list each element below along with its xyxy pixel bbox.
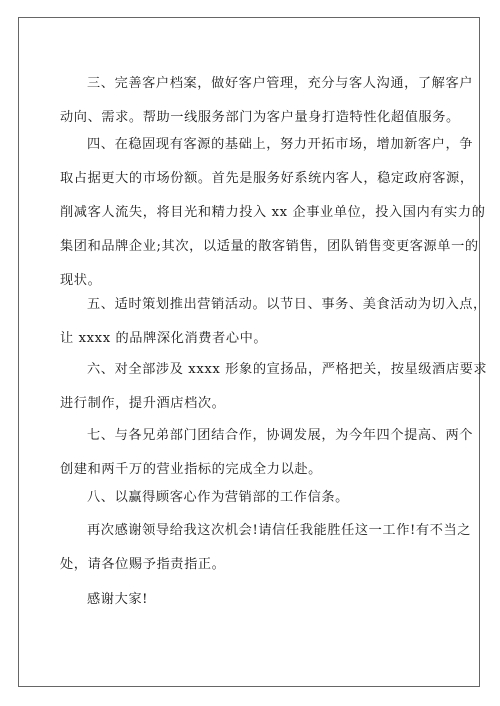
text-line: 七、与各兄弟部门团结合作，协调发展，为今年四个提高、两个 [87, 428, 474, 443]
text-line: 让 xxxx 的品牌深化消费者心中。 [60, 331, 268, 346]
text-line: 动向、需求。帮助一线服务部门为客户量身打造特性化超值服务。 [60, 110, 460, 125]
paragraph-4 [60, 128, 486, 298]
text-line: 集团和品牌企业;其次，以适量的散客销售，团队销售变更客源单一的 [60, 239, 479, 254]
paragraph-3 [60, 67, 474, 135]
text-line: 四、在稳固现有客源的基础上，努力开拓市场，增加新客户，争 [87, 137, 474, 152]
text-line: 削减客人流失，将目光和精力投入 xx 企事业单位，投入国内有实力的 [60, 205, 486, 220]
text-line: 取占据更大的市场份额。首先是服务好系统内客人，稳定政府客源， [60, 171, 474, 186]
text-line: 处，请各位赐予指责指正。 [60, 557, 226, 572]
paragraph-5 [60, 288, 487, 356]
paragraph-thanks [60, 583, 450, 617]
text-line: 创建和两千万的营业指标的完成全力以赴。 [60, 462, 322, 477]
text-line: 感谢大家! [87, 592, 149, 607]
paragraph-closing [60, 514, 472, 582]
paragraph-8 [60, 481, 450, 515]
text-line: 八、以赢得顾客心作为营销部的工作信条。 [87, 490, 349, 505]
paragraph-6 [60, 353, 488, 421]
text-line: 五、适时策划推出营销活动。以节日、事务、美食活动为切入点， [87, 297, 487, 312]
paragraph-7 [60, 419, 474, 487]
text-line: 再次感谢领导给我这次机会!请信任我能胜任这一工作!有不当之 [87, 523, 472, 538]
text-line: 三、完善客户档案，做好客户管理，充分与客人沟通，了解客户 [87, 76, 474, 91]
text-line: 现状。 [60, 273, 102, 288]
text-line: 进行制作，提升酒店档次。 [60, 396, 226, 411]
text-line: 六、对全部涉及 xxxx 形象的宣扬品，严格把关，按星级酒店要求 [87, 362, 488, 377]
